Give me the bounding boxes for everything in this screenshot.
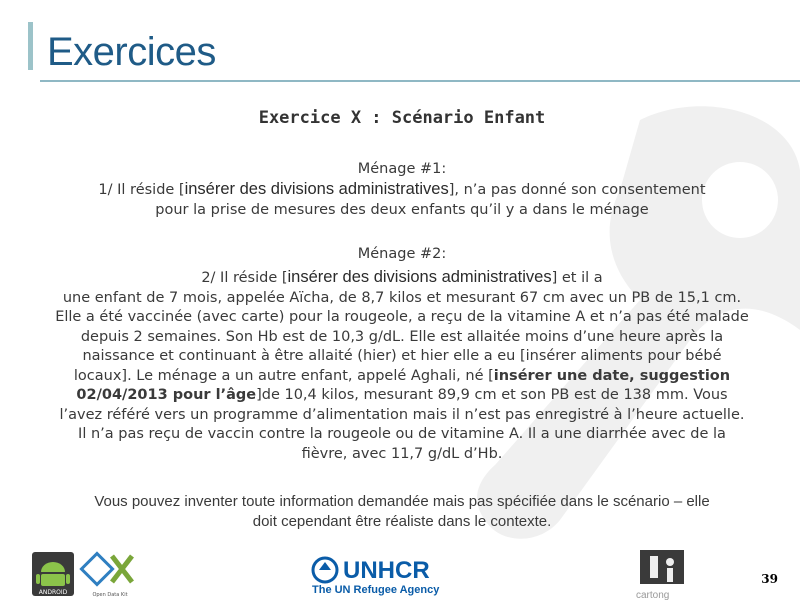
unhcr-tagline: The UN Refugee Agency [312,584,440,596]
menage1-line1: 1/ Il réside [insérer des divisions administratives], n’a pas donné son consentement [98,180,706,198]
menage2-line: Il n’a pas reçu de vaccin contre la rougeole ou de vitamine A. Il a une diarrhée avec de la [78,426,726,442]
menage2-text [12,268,792,464]
menage2-line: locaux]. Le ménage a un autre enfant, appelé Aghali, né [insérer une date, suggestion [73,367,731,384]
odk-logo-text: Open Data Kit [92,592,128,598]
menage2-line: depuis 2 semaines. Son Hb est de 10,3 g/dL. Elle est allaitée moins d’une heure après la [80,328,724,345]
menage1-text [12,180,792,220]
placeholder-divisions: insérer des divisions administratives [287,268,552,286]
android-logo-text: ANDROID [38,589,68,596]
title-divider [40,80,800,82]
footer-logos [0,548,800,600]
unhcr-name: UNHCR [343,557,430,584]
exercise-subtitle: Exercice X : Scénario Enfant [258,108,546,128]
odk-logo [81,553,132,598]
menage1-line2: pour la prise de mesures des deux enfants qu’il y a dans le ménage [155,201,649,218]
menage2-line: fièvre, avec 11,7 g/dL d’Hb. [301,445,503,462]
cartong-text: cartong [636,590,670,600]
placeholder-divisions: insérer des divisions administratives [184,180,449,198]
menage2-line: Elle a été vaccinée (avec carte) pour la rougeole, a reçu de la vitamine A et n’a pas été malade [55,309,749,325]
slide-title: Exercices [47,30,216,74]
menage1-heading: Ménage #1: [357,161,447,177]
placeholder-date: insérer une date, suggestion [493,367,731,384]
placeholder-date-suggestion: 02/04/2013 pour l’âge [76,387,257,403]
menage2-line: l’avez référé vers un programme d’alimentation mais il n’est pas enregistré à l’heure actuelle. [59,406,745,423]
page-number: 39 [761,572,778,586]
android-logo [32,552,74,596]
cartong-logo [636,550,684,600]
menage2-line1: 2/ Il réside [insérer des divisions administratives] et il a [201,268,603,286]
menage2-heading: Ménage #2: [357,246,447,262]
title-accent-bar [28,22,33,70]
menage2-line: une enfant de 7 mois, appelée Aïcha, de 8,7 kilos et mesurant 67 cm avec un PB de 15,1 cm. [62,289,742,306]
menage2-line: 02/04/2013 pour l’âge]de 10,4 kilos, mesurant 89,9 cm et son PB est de 138 mm. Vous [76,387,728,403]
menage2-line: naissance et continuant à être allaité (hier) et hier elle a eu [insérer aliments pour bébé [82,348,722,364]
instruction-note: Vous pouvez inventer toute information demandée mais pas spécifiée dans le scénario – elle doit cependant être réaliste dans le contexte. [94,493,710,530]
unhcr-logo [312,557,440,596]
